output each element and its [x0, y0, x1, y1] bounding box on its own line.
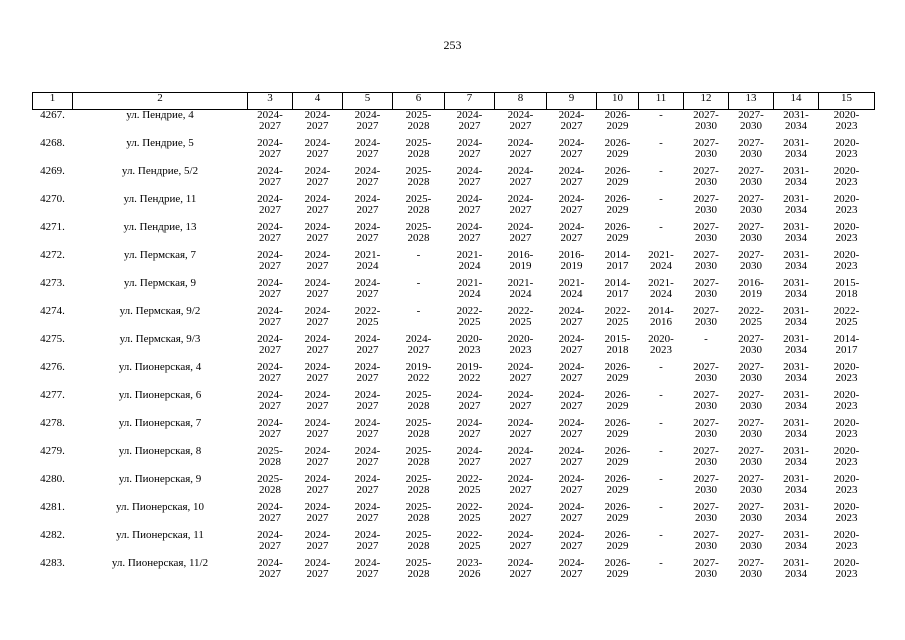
- table-cell: 2024- 2027: [304, 276, 331, 300]
- table-cell: 2026- 2029: [604, 192, 631, 216]
- table-cell: 2020- 2023: [833, 109, 860, 132]
- table-cell: 2024- 2027: [354, 109, 381, 132]
- table-cell: 2024- 2027: [507, 164, 534, 188]
- table-cell: 2024- 2027: [257, 360, 283, 384]
- table-cell: 2022- 2025: [456, 528, 483, 552]
- table-cell: 2024- 2027: [354, 332, 381, 356]
- table-cell: 2031- 2034: [783, 360, 809, 384]
- table-cell: 2024- 2027: [354, 360, 381, 384]
- table-row: [33, 110, 875, 138]
- table-row: [33, 194, 875, 222]
- table-cell: 2021- 2024: [648, 276, 674, 300]
- table-cell: 2027- 2030: [738, 472, 764, 496]
- table-cell: 2025- 2028: [405, 472, 432, 496]
- table-cell: 2027- 2030: [738, 500, 764, 524]
- table-cell: 2024- 2027: [354, 556, 381, 580]
- column-header: 9: [547, 93, 597, 110]
- table-cell: 2027- 2030: [738, 248, 764, 272]
- table-cell: 2027- 2030: [693, 388, 719, 412]
- table-cell: 2027- 2030: [693, 192, 719, 216]
- table-cell: 2024- 2027: [257, 136, 283, 160]
- table-cell: 2024- 2027: [507, 444, 534, 468]
- table-cell: 2024- 2027: [304, 248, 331, 272]
- row-address: ул. Пендрие, 4: [126, 109, 194, 121]
- row-address: ул. Пионерская, 11/2: [111, 556, 209, 569]
- table-cell: 2020- 2023: [507, 332, 534, 356]
- table-cell: 2031- 2034: [783, 136, 809, 160]
- table-cell: 2027- 2030: [693, 164, 719, 188]
- table-row: [33, 222, 875, 250]
- header-row: [33, 93, 875, 110]
- table-cell: -: [416, 276, 421, 289]
- table-cell: -: [659, 220, 663, 233]
- table-cell: 2027- 2030: [693, 416, 719, 440]
- table-cell: 2024- 2027: [354, 136, 381, 160]
- table-cell: 2026- 2029: [604, 109, 631, 132]
- table-cell: -: [659, 164, 663, 177]
- table-cell: 2024- 2027: [257, 556, 283, 580]
- row-number: 4273.: [40, 276, 65, 289]
- table-cell: -: [416, 248, 421, 261]
- row-address: ул. Пендрие, 11: [123, 192, 197, 205]
- table-cell: 2024- 2027: [354, 444, 381, 468]
- table-cell: 2019- 2022: [456, 360, 483, 384]
- column-header: 13: [729, 93, 774, 110]
- table-cell: 2024- 2027: [304, 500, 331, 524]
- table-cell: 2014- 2017: [833, 332, 860, 356]
- table-cell: 2020- 2023: [833, 472, 860, 496]
- table-cell: 2020- 2023: [833, 556, 860, 580]
- row-number: 4276.: [40, 360, 65, 373]
- table-cell: 2022- 2025: [456, 304, 483, 328]
- row-number: 4267.: [40, 109, 65, 121]
- table-row: [33, 138, 875, 166]
- row-number: 4274.: [40, 304, 65, 317]
- table-cell: 2024- 2027: [507, 136, 534, 160]
- table-cell: 2027- 2030: [738, 109, 764, 132]
- table-cell: 2024- 2027: [507, 556, 534, 580]
- table-cell: 2027- 2030: [693, 248, 719, 272]
- table-cell: 2024- 2027: [257, 416, 283, 440]
- table-cell: 2026- 2029: [604, 528, 631, 552]
- table-cell: 2024- 2027: [257, 164, 283, 188]
- table-cell: 2024- 2027: [456, 164, 483, 188]
- table-cell: 2024- 2027: [507, 220, 534, 244]
- table-cell: 2031- 2034: [783, 248, 809, 272]
- table-cell: 2027- 2030: [738, 360, 764, 384]
- table-cell: 2027- 2030: [693, 500, 719, 524]
- table-cell: 2025- 2028: [405, 220, 432, 244]
- table-cell: 2027- 2030: [693, 109, 719, 132]
- table-cell: -: [416, 304, 421, 317]
- table-cell: -: [704, 332, 708, 345]
- table-row: [33, 166, 875, 194]
- table-cell: 2027- 2030: [738, 528, 764, 552]
- table-cell: 2014- 2016: [648, 304, 674, 328]
- row-number: 4278.: [40, 416, 65, 429]
- table-cell: 2024- 2027: [304, 416, 331, 440]
- column-header: 15: [819, 93, 875, 110]
- table-cell: 2024- 2027: [507, 500, 534, 524]
- table-cell: 2027- 2030: [693, 220, 719, 244]
- table-cell: 2027- 2030: [693, 304, 719, 328]
- row-address: ул. Пермская, 9: [123, 276, 197, 289]
- table-cell: 2022- 2025: [507, 304, 534, 328]
- table-cell: 2025- 2028: [405, 528, 432, 552]
- table-cell: 2021- 2024: [456, 276, 483, 300]
- table-cell: 2024- 2027: [354, 472, 381, 496]
- table-cell: 2025- 2028: [257, 444, 283, 468]
- table-cell: 2024- 2027: [304, 444, 331, 468]
- table-cell: 2027- 2030: [693, 444, 719, 468]
- table-cell: 2020- 2023: [833, 416, 860, 440]
- row-address: ул. Пионерская, 4: [118, 360, 202, 373]
- table-row: [33, 474, 875, 502]
- row-number: 4268.: [40, 136, 65, 149]
- table-cell: 2027- 2030: [738, 220, 764, 244]
- table-cell: 2020- 2023: [833, 444, 860, 468]
- table-cell: 2016- 2019: [558, 248, 585, 272]
- table-cell: 2024- 2027: [354, 164, 381, 188]
- table-cell: 2024- 2027: [304, 528, 331, 552]
- table-cell: 2024- 2027: [456, 192, 483, 216]
- table-cell: 2025- 2028: [405, 164, 432, 188]
- table-cell: 2031- 2034: [783, 109, 809, 132]
- row-address: ул. Пендрие, 5/2: [121, 164, 199, 177]
- table-cell: 2024- 2027: [304, 220, 331, 244]
- table-cell: 2031- 2034: [783, 220, 809, 244]
- table-cell: 2025- 2028: [257, 472, 283, 496]
- table-cell: -: [659, 192, 663, 205]
- column-header: 6: [393, 93, 445, 110]
- table-cell: 2031- 2034: [783, 500, 809, 524]
- table-cell: 2024- 2027: [558, 500, 585, 524]
- table-cell: 2026- 2029: [604, 360, 631, 384]
- table-cell: 2020- 2023: [833, 388, 860, 412]
- row-number: 4271.: [40, 220, 65, 233]
- table-cell: 2027- 2030: [738, 388, 764, 412]
- table-cell: -: [659, 416, 663, 429]
- table-cell: -: [659, 136, 663, 149]
- table-cell: 2026- 2029: [604, 472, 631, 496]
- table-cell: 2022- 2025: [738, 304, 764, 328]
- table-cell: 2025- 2028: [405, 416, 432, 440]
- table-cell: 2024- 2027: [257, 500, 283, 524]
- table-cell: 2025- 2028: [405, 556, 432, 580]
- table-cell: 2025- 2028: [405, 192, 432, 216]
- table-cell: 2025- 2028: [405, 109, 432, 132]
- table-cell: -: [659, 360, 663, 373]
- table-cell: 2024- 2027: [354, 500, 381, 524]
- table-cell: 2031- 2034: [783, 472, 809, 496]
- table-row: [33, 278, 875, 306]
- column-header: 5: [343, 93, 393, 110]
- table-cell: 2031- 2034: [783, 556, 809, 580]
- table-cell: 2024- 2027: [257, 276, 283, 300]
- table-cell: 2020- 2023: [456, 332, 483, 356]
- table-cell: 2024- 2027: [507, 388, 534, 412]
- column-header: 11: [639, 93, 684, 110]
- row-address: ул. Пермская, 7: [123, 248, 197, 261]
- table-cell: 2024- 2027: [304, 388, 331, 412]
- table-cell: 2016- 2019: [738, 276, 764, 300]
- row-address: ул. Пионерская, 6: [118, 388, 202, 401]
- table-row: [33, 334, 875, 362]
- table-cell: 2031- 2034: [783, 304, 809, 328]
- table-row: [33, 502, 875, 530]
- table-cell: 2026- 2029: [604, 556, 631, 580]
- row-address: ул. Пионерская, 11: [116, 528, 204, 541]
- table-cell: 2020- 2023: [833, 248, 860, 272]
- table-cell: 2024- 2027: [354, 416, 381, 440]
- table-cell: 2024- 2027: [558, 388, 585, 412]
- table-cell: 2024- 2027: [507, 192, 534, 216]
- page-number: 253: [443, 38, 462, 52]
- column-header: 12: [684, 93, 729, 110]
- table-cell: 2022- 2025: [604, 304, 631, 328]
- table-cell: 2024- 2027: [558, 220, 585, 244]
- row-address: ул. Пендрие, 13: [123, 220, 197, 233]
- column-header: 14: [774, 93, 819, 110]
- table-cell: 2027- 2030: [738, 556, 764, 580]
- table-cell: 2024- 2027: [354, 192, 381, 216]
- table-cell: 2024- 2027: [558, 304, 585, 328]
- table-cell: 2024- 2027: [405, 332, 432, 356]
- table-cell: 2020- 2023: [833, 164, 860, 188]
- table-row: [33, 306, 875, 334]
- table-cell: 2019- 2022: [405, 360, 432, 384]
- table-cell: 2020- 2023: [833, 136, 860, 160]
- table-cell: 2024- 2027: [507, 416, 534, 440]
- row-number: 4275.: [40, 332, 65, 345]
- table-cell: 2023- 2026: [456, 556, 483, 580]
- table-cell: 2024- 2027: [354, 220, 381, 244]
- table-cell: 2024- 2027: [304, 136, 331, 160]
- table-cell: 2024- 2027: [304, 109, 331, 132]
- row-number: 4269.: [40, 164, 65, 177]
- table-cell: 2024- 2027: [257, 220, 283, 244]
- column-header: 3: [248, 93, 293, 110]
- table-cell: 2025- 2028: [405, 500, 432, 524]
- table-cell: 2024- 2027: [507, 472, 534, 496]
- table-cell: 2020- 2023: [833, 528, 860, 552]
- table-cell: 2024- 2027: [558, 444, 585, 468]
- table-cell: -: [659, 109, 663, 121]
- row-number: 4280.: [40, 472, 65, 485]
- table-row: [33, 250, 875, 278]
- table-cell: 2024- 2027: [558, 472, 585, 496]
- table-cell: 2024- 2027: [456, 416, 483, 440]
- table-cell: 2024- 2027: [507, 109, 534, 132]
- table-cell: 2024- 2027: [257, 528, 283, 552]
- table-cell: 2024- 2027: [558, 360, 585, 384]
- table-cell: 2021- 2024: [354, 248, 381, 272]
- row-number: 4283.: [40, 556, 65, 569]
- table-cell: -: [659, 388, 663, 401]
- table-cell: 2031- 2034: [783, 192, 809, 216]
- table-cell: 2024- 2027: [304, 192, 331, 216]
- table-cell: 2027- 2030: [738, 192, 764, 216]
- table-cell: 2020- 2023: [833, 192, 860, 216]
- table-cell: 2024- 2027: [257, 192, 283, 216]
- table-cell: 2031- 2034: [783, 276, 809, 300]
- table-cell: 2026- 2029: [604, 444, 631, 468]
- table-cell: 2024- 2027: [558, 164, 585, 188]
- table-cell: 2015- 2018: [604, 332, 631, 356]
- table-cell: 2031- 2034: [783, 388, 809, 412]
- column-header: 7: [445, 93, 495, 110]
- table-cell: 2016- 2019: [507, 248, 534, 272]
- table-row: [33, 530, 875, 558]
- column-header: 4: [293, 93, 343, 110]
- table-cell: 2027- 2030: [738, 136, 764, 160]
- table-cell: 2024- 2027: [257, 109, 283, 132]
- table-cell: 2022- 2025: [456, 472, 483, 496]
- table-cell: 2014- 2017: [604, 276, 631, 300]
- table-cell: 2021- 2024: [558, 276, 585, 300]
- table-cell: 2026- 2029: [604, 220, 631, 244]
- table-cell: 2024- 2027: [558, 416, 585, 440]
- table-cell: 2024- 2027: [257, 388, 283, 412]
- table-cell: 2027- 2030: [738, 332, 764, 356]
- row-address: ул. Пионерская, 10: [115, 500, 205, 513]
- table-cell: 2027- 2030: [738, 416, 764, 440]
- table-cell: 2024- 2027: [257, 248, 283, 272]
- table-cell: -: [659, 444, 663, 457]
- table-row: [33, 558, 875, 586]
- table-cell: 2031- 2034: [783, 528, 809, 552]
- table-cell: 2026- 2029: [604, 136, 631, 160]
- table-cell: 2027- 2030: [693, 556, 719, 580]
- table-cell: 2015- 2018: [833, 276, 860, 300]
- schedule-table: [32, 92, 875, 586]
- table-body: [33, 110, 875, 586]
- column-header: 1: [33, 93, 73, 110]
- column-header: 2: [73, 93, 248, 110]
- table-cell: 2024- 2027: [304, 164, 331, 188]
- table-cell: 2021- 2024: [507, 276, 534, 300]
- row-number: 4282.: [40, 528, 65, 541]
- table-cell: 2024- 2027: [456, 444, 483, 468]
- table-cell: 2022- 2025: [456, 500, 483, 524]
- table-cell: 2024- 2027: [507, 528, 534, 552]
- table-cell: 2020- 2023: [648, 332, 674, 356]
- row-address: ул. Пионерская, 7: [118, 416, 202, 429]
- table-cell: -: [659, 528, 663, 541]
- row-number: 4281.: [40, 500, 65, 513]
- table-cell: 2025- 2028: [405, 136, 432, 160]
- table-cell: 2025- 2028: [405, 444, 432, 468]
- row-number: 4270.: [40, 192, 65, 205]
- table-cell: 2024- 2027: [558, 109, 585, 132]
- table-cell: 2024- 2027: [507, 360, 534, 384]
- table-cell: 2020- 2023: [833, 500, 860, 524]
- table-cell: 2024- 2027: [456, 136, 483, 160]
- table-row: [33, 362, 875, 390]
- table-cell: 2026- 2029: [604, 164, 631, 188]
- table-cell: 2026- 2029: [604, 388, 631, 412]
- table-cell: 2024- 2027: [354, 388, 381, 412]
- row-number: 4279.: [40, 444, 65, 457]
- table-cell: 2027- 2030: [738, 444, 764, 468]
- table-cell: 2024- 2027: [558, 332, 585, 356]
- table-cell: 2024- 2027: [456, 220, 483, 244]
- table-cell: 2027- 2030: [693, 136, 719, 160]
- table-cell: 2027- 2030: [738, 164, 764, 188]
- table-cell: 2027- 2030: [693, 528, 719, 552]
- table-cell: 2021- 2024: [456, 248, 483, 272]
- table-cell: 2024- 2027: [304, 556, 331, 580]
- table-cell: 2024- 2027: [354, 276, 381, 300]
- table-cell: 2031- 2034: [783, 164, 809, 188]
- table-cell: 2022- 2025: [833, 304, 860, 328]
- table-cell: 2026- 2029: [604, 500, 631, 524]
- table-row: [33, 446, 875, 474]
- table-cell: 2024- 2027: [456, 109, 483, 132]
- table-cell: 2024- 2027: [304, 332, 331, 356]
- row-address: ул. Пермская, 9/3: [119, 332, 201, 345]
- column-header: 10: [597, 93, 639, 110]
- row-number: 4272.: [40, 248, 65, 261]
- table-cell: 2020- 2023: [833, 360, 860, 384]
- column-header: 8: [495, 93, 547, 110]
- row-number: 4277.: [40, 388, 65, 401]
- table-cell: 2014- 2017: [604, 248, 631, 272]
- table-row: [33, 390, 875, 418]
- table-cell: 2031- 2034: [783, 332, 809, 356]
- table-cell: 2021- 2024: [648, 248, 674, 272]
- table-cell: 2027- 2030: [693, 472, 719, 496]
- table-cell: 2031- 2034: [783, 444, 809, 468]
- table-cell: 2027- 2030: [693, 360, 719, 384]
- table-cell: 2024- 2027: [257, 304, 283, 328]
- table-cell: -: [659, 500, 663, 513]
- table-cell: 2031- 2034: [783, 416, 809, 440]
- table-cell: 2024- 2027: [558, 136, 585, 160]
- table-cell: 2026- 2029: [604, 416, 631, 440]
- table-cell: 2024- 2027: [304, 472, 331, 496]
- row-address: ул. Пионерская, 9: [118, 472, 202, 485]
- table-cell: 2020- 2023: [833, 220, 860, 244]
- table-cell: -: [659, 556, 663, 569]
- table-cell: -: [659, 472, 663, 485]
- table-cell: 2024- 2027: [354, 528, 381, 552]
- row-address: ул. Пионерская, 8: [118, 444, 202, 457]
- table-row: [33, 418, 875, 446]
- table-cell: 2024- 2027: [257, 332, 283, 356]
- table-cell: 2024- 2027: [304, 304, 331, 328]
- row-address: ул. Пендрие, 5: [126, 136, 194, 149]
- table-cell: 2025- 2028: [405, 388, 432, 412]
- table-cell: 2024- 2027: [456, 388, 483, 412]
- table-cell: 2022- 2025: [354, 304, 381, 328]
- table-cell: 2024- 2027: [558, 528, 585, 552]
- table-cell: 2024- 2027: [558, 192, 585, 216]
- table-cell: 2024- 2027: [304, 360, 331, 384]
- row-address: ул. Пермская, 9/2: [119, 304, 201, 317]
- table-cell: 2027- 2030: [693, 276, 719, 300]
- table-cell: 2024- 2027: [558, 556, 585, 580]
